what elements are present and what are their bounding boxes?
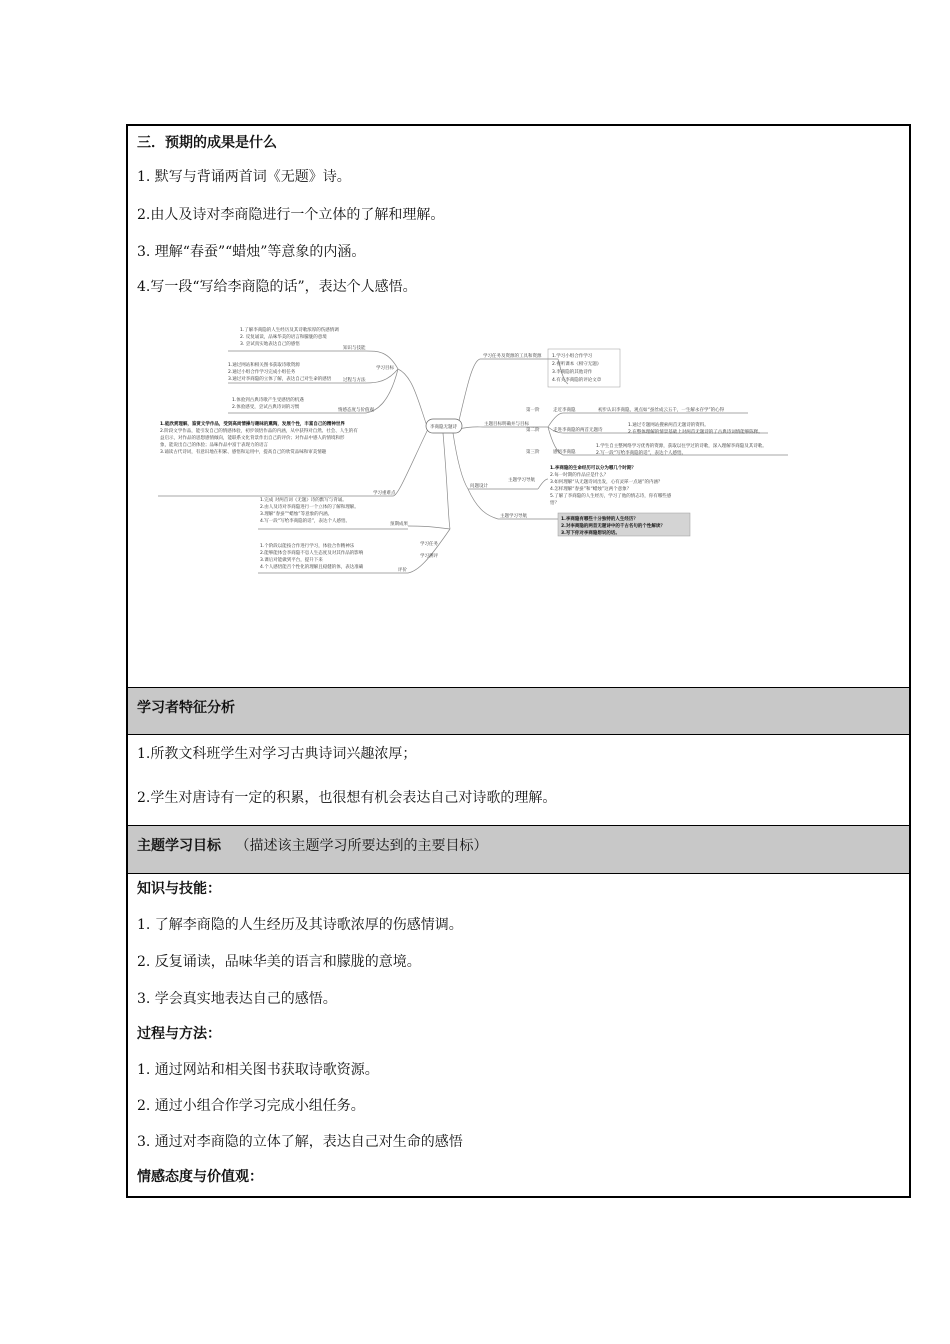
mm-q2-1: 1.李商隐有哪些十分独特的人生经历？ (561, 517, 638, 522)
lesson-plan-table (126, 124, 911, 1198)
mm-process-2: 2.通过小组合作学习完成小组任务 (228, 370, 296, 375)
mm-focus-2: 2.阶段文学作品，能引发自己的情感体验，初步领悟作品的内涵，从中获得对自然、社会、人生的有 (160, 429, 358, 434)
mm-focus-3: 益启示，对作品的思想感情倾向，能联系文化背景作出自己的评价；对作品中感人的情境和形 (160, 436, 345, 441)
mm-q1-1: 1.李商隐的生命经历可以分为哪几个时期？ (550, 466, 636, 471)
mm-emotion-2: 2.体验感受，尝试古典诗词的习惯 (232, 405, 300, 410)
mm-resource-2: 2.视听课本《相守无题》 (552, 362, 602, 367)
mm-results-2: 2.由人及诗对李商隐进行一个立体的了解和理解。 (260, 505, 359, 510)
mm-stage2-2: 2.在整体理解的情景基础上对两首无题诗的了古典诗词情能够陈释。 (628, 430, 763, 435)
learner-body (128, 735, 909, 825)
learner-item-1: 1.所教文科班学生对学习古典诗词兴趣浓厚； (137, 746, 417, 762)
mm-process-3: 3.通过对李商隐的立体了解，表达自己对生命的感悟 (228, 377, 332, 382)
process-heading: 过程与方法： (137, 1026, 221, 1042)
mm-emotion-1: 1.体验到古典诗歌产生受感悟的机遇 (232, 398, 304, 403)
mm-process-1: 1.通过网站和相关图书获取诗歌资源 (228, 363, 300, 368)
process-item-1: 1. 通过网站和相关图书获取诗歌资源。 (137, 1062, 379, 1078)
process-item-3: 3. 通过对李商隐的立体了解，表达自己对生命的感悟 (137, 1134, 463, 1150)
mm-resources-label: 学习任务及资源的工具和资源 (483, 354, 542, 359)
results-item-2: 2.由人及诗对李商隐进行一个立体的了解和理解。 (137, 207, 445, 223)
mm-eval-2: 2.能够能体会李商隐不息人生态度及对其作品的影响 (260, 551, 364, 556)
results-section (128, 126, 909, 688)
mm-eval-3: 3.课后对能做到平台，提升下来 (260, 558, 323, 563)
objectives-body (128, 874, 909, 1194)
knowledge-item-2: 2. 反复诵读，品味华美的语言和朦胧的意境。 (137, 954, 421, 970)
mm-q1-5: 5.了解了李商隐的人生经历，学习了他的情志诗，你有哪些感 (550, 494, 672, 499)
mm-results-label: 预期成果 (390, 522, 408, 527)
results-heading: 三．预期的成果是什么 (137, 135, 277, 151)
learner-header (128, 688, 909, 734)
results-item-3: 3. 理解“春蚕”“蜡烛”等意象的内涵。 (137, 244, 366, 260)
mm-stage1-title: 走近李商隐 (553, 408, 576, 413)
objectives-heading-note: （描述该主题学习所要达到的主要目标） (235, 838, 488, 854)
process-item-2: 2. 通过小组合作学习完成小组任务。 (137, 1098, 365, 1114)
objectives-header (128, 826, 909, 873)
mm-resource-1: 1.学习小组合作学习 (552, 354, 593, 359)
knowledge-heading: 知识与技能： (137, 881, 221, 897)
mm-q1-2: 2.每一时期的作品应是什么？ (550, 473, 609, 478)
mm-eval-1: 1.个阶段以能按合作进行学习，体验合作精神乐 (260, 544, 355, 549)
learner-heading: 学习者特征分析 (137, 700, 235, 716)
mm-eval-title: 学习测评 (420, 554, 438, 559)
mm-knowledge-2: 2. 反复诵读，品味华美的语言和朦胧的意境 (240, 335, 327, 340)
mm-knowledge-1: 1.了解李商隐的人生经历及其诗歌浓厚的伤感情调 (240, 328, 339, 333)
objectives-heading: 主题学习目标 (137, 838, 221, 854)
mm-results-3: 3.理解“春蚕”“蜡烛”等意象的内涵。 (260, 512, 333, 517)
mm-q1-4: 4.怎样理解“春蚕”和“蜡烛”这两个意象？ (550, 487, 632, 492)
mm-prereq-label: 问题设计 (470, 484, 488, 489)
mm-stage2-1: 1.通过专题网站搜索两首无题诗的资料。 (628, 423, 709, 428)
mm-knowledge-label: 知识与技能 (343, 346, 366, 351)
mm-resource-3: 3.李商隐的其他诗作 (552, 370, 593, 375)
knowledge-item-1: 1. 了解李商隐的人生经历及其诗歌浓厚的伤感情调。 (137, 917, 463, 933)
mm-goals-label: 学习目标 (376, 366, 394, 371)
results-item-1: 1. 默写与背诵两首词《无题》诗。 (137, 169, 351, 185)
mm-focus-1: 1.能欣赏理解，鉴赏文学作品，受到高尚情操与趣味的熏陶，发展个性，丰富自己的精神世界 (160, 422, 345, 427)
mm-q2-3: 3.写下你对李商隐想说的话。 (561, 531, 620, 536)
mm-eval-4: 4.个人感悟能否个性化的理解且稳健的体，表达准确 (260, 565, 364, 570)
concept-mind-map (128, 321, 913, 621)
mm-q1-6: 悟？ (550, 501, 559, 506)
results-item-4: 4.写一段“写给李商隐的话”，表达个人感悟。 (137, 279, 417, 295)
mm-resource-4: 4.有关李商隐的评论文章 (552, 378, 602, 383)
mm-stage2-title: 走进李商隐的两首无题诗 (553, 428, 603, 433)
knowledge-item-3: 3. 学会真实地表达自己的感悟。 (137, 991, 337, 1007)
objectives-heading-line (137, 835, 487, 855)
mm-tasks-label: 学习任务 (420, 542, 438, 547)
mm-focus-5: 3.诵读古代诗词，有意识地在积累、感悟和运用中，提高自己的欣赏品味和审美情趣 (160, 450, 327, 455)
mm-eval-label: 评价 (398, 568, 407, 573)
mm-results-1: 1.完成 对两首词《无题》诗的默写与背诵。 (260, 498, 347, 503)
emotion-heading: 情感态度与价值观： (137, 1169, 263, 1185)
learner-item-2: 2.学生对唐诗有一定的积累，也很想有机会表达自己对诗歌的理解。 (137, 790, 557, 806)
mind-map-center-label: 李商隐无题诗 (430, 425, 457, 430)
mm-stage1-tag: 第一阶 (526, 408, 540, 413)
mm-stages-label: 主题目标明确并与目标 (484, 422, 529, 427)
mm-reflect-label: 主题学习导航 (500, 514, 527, 519)
mm-stage3-tag: 第三阶 (526, 450, 540, 455)
mm-emotion-label: 情感态度与价值观 (338, 408, 374, 413)
mm-knowledge-3: 3. 尝试真实地表达自己的感悟 (240, 342, 300, 347)
mm-q1-3: 3.如何理解“从无题诗词出发，心有灵犀一点通”的内涵？ (550, 480, 663, 485)
mm-stage1-desc: 初步认识李商隐，观点如“蚕丝成云五千，一生解永存学”的心得 (598, 408, 725, 413)
mm-results-4: 4.写一段“写给李商隐的话”，表达个人感悟。 (260, 519, 350, 524)
mm-stage2-tag: 第二阶 (526, 428, 540, 433)
mm-stage3-1: 1.学生自主整网络学习优秀的资源，获取以往学过的诗歌，深入理解李商隐及其诗歌。 (596, 444, 767, 449)
mm-questions-label: 主题学习导航 (508, 478, 535, 483)
mm-focus-4: 象，能说出自己的体验；品味作品中富于表现力的语言 (160, 443, 268, 448)
mm-stage3-title: 感悟李商隐 (553, 450, 576, 455)
mm-focus-label: 学习重难点 (373, 491, 396, 496)
mm-q2-2: 2.对李商隐的两首无题诗中的千古名句的个性解读？ (561, 524, 665, 529)
mm-process-label: 过程与方法 (343, 378, 366, 383)
mm-stage3-2: 2.写一段“写给李商隐的话”，表达个人感悟。 (596, 451, 686, 456)
mind-map-links (158, 351, 788, 573)
